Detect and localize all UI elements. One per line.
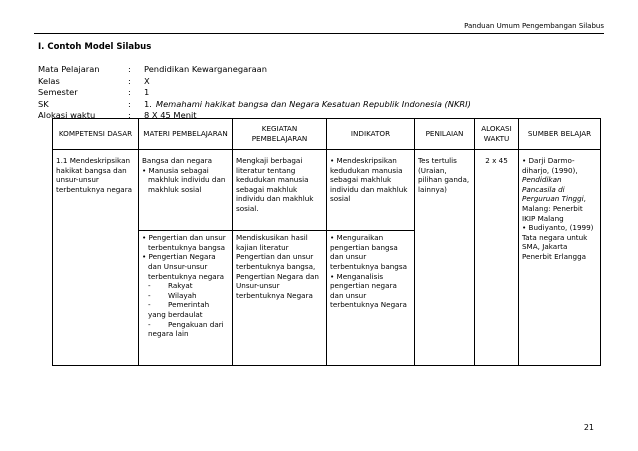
cell-kegiatan-1 xyxy=(233,150,327,231)
cell-kegiatan-2 xyxy=(233,231,327,366)
materi-dash-item: - Pemerintah yang berdaulat xyxy=(148,300,210,319)
meta-value: 8 X 45 Menit xyxy=(144,110,197,120)
penilaian-text: Tes tertulis (Uraian, pilihan ganda, lainnya) xyxy=(418,156,470,194)
syllabus-table xyxy=(52,118,601,366)
meta-value xyxy=(144,99,471,111)
page-header: Panduan Umum Pengembangan Silabus xyxy=(464,22,604,30)
meta-row-class xyxy=(38,76,471,88)
syllabus-meta xyxy=(38,64,471,122)
meta-label: Semester xyxy=(38,87,78,97)
sumber-1-post: , Malang: Penerbit IKIP Malang xyxy=(522,194,586,223)
meta-label: SK xyxy=(38,98,49,109)
cell-materi-1 xyxy=(139,150,233,231)
indikator-text: • Menguraikan pengertian bangsa dan unsur terbentuknya bangsa xyxy=(330,233,408,271)
sk-number: 1. xyxy=(144,98,152,109)
meta-label: Mata Pelajaran xyxy=(38,64,100,74)
sumber-2: • Budiyanto, (1999) Tata negara untuk SMA, Jakarta Penerbit Erlangga xyxy=(522,223,594,261)
cell-alokasi xyxy=(475,150,519,366)
meta-colon: : xyxy=(128,87,131,97)
header-sumber: SUMBER BELAJAR xyxy=(519,119,601,150)
sumber-1-title: Pendidikan Pancasila di Perguruan Tinggi xyxy=(522,175,584,204)
meta-colon: : xyxy=(128,98,131,109)
table-row xyxy=(53,150,601,231)
materi-bullet: • Pengertian Negara dan Unsur-unsur terbentuknya negara xyxy=(142,252,225,281)
meta-row-subject xyxy=(38,64,471,76)
header-alokasi: ALOKASI WAKTU xyxy=(475,119,519,150)
cell-kompetensi-dasar xyxy=(53,150,139,366)
header-kegiatan: KEGIATAN PEMBELAJARAN xyxy=(233,119,327,150)
header-materi: MATERI PEMBELAJARAN xyxy=(139,119,233,150)
materi-title: Bangsa dan negara xyxy=(142,156,212,165)
materi-dash-item: - Rakyat xyxy=(148,281,193,291)
page-number: 21 xyxy=(583,423,594,432)
materi-dash-item: - Pengakuan dari negara lain xyxy=(148,319,224,339)
cell-sumber xyxy=(519,150,601,366)
meta-colon: : xyxy=(128,110,131,120)
kegiatan-text: Mendiskusikan hasil kajian literatur Pengertian dan unsur terbentuknya bangsa, Pengertian Negara dan Unsur-unsur terbentuknya Negara xyxy=(236,233,319,300)
meta-label: Kelas xyxy=(38,75,60,86)
meta-row-semester xyxy=(38,87,471,99)
alokasi-text: 2 x 45 xyxy=(485,156,508,165)
materi-bullet: • Manusia sebagai makhluk individu dan makhluk sosial xyxy=(142,165,226,194)
indikator-text: • Menganalisis pengertian negara dan unsur terbentuknya Negara xyxy=(330,271,407,310)
cell-penilaian xyxy=(415,150,475,366)
header-divider xyxy=(34,33,604,34)
sk-text: Memahami hakikat bangsa dan Negara Kesatuan Republik Indonesia (NKRI) xyxy=(155,98,471,109)
cell-indikator-2 xyxy=(327,231,415,366)
header-penilaian: PENILAIAN xyxy=(415,119,475,150)
cell-indikator-1 xyxy=(327,150,415,231)
meta-row-sk xyxy=(38,99,471,111)
meta-value: 1 xyxy=(144,87,150,97)
indikator-text: • Mendeskripsikan kedudukan manusia sebagai makhluk individu dan makhluk sosial xyxy=(330,156,408,204)
materi-dash-item: - Wilayah xyxy=(148,290,197,300)
materi-bullet: • Pengertian dan unsur terbentuknya bangsa xyxy=(142,233,226,252)
meta-label: Alokasi waktu xyxy=(38,110,96,120)
meta-colon: : xyxy=(128,75,131,86)
table-header-row xyxy=(53,119,601,150)
header-kompetensi-dasar: KOMPETENSI DASAR xyxy=(53,119,139,150)
header-indikator: INDIKATOR xyxy=(327,119,415,150)
cell-materi-2 xyxy=(139,231,233,366)
section-title: I. Contoh Model Silabus xyxy=(38,42,152,52)
meta-value: X xyxy=(144,75,150,86)
sumber-1-pre: • Darji Darmo-diharjo, (1990), xyxy=(522,156,578,175)
kd-text: 1.1 Mendeskripsikan hakikat bangsa dan unsur-unsur terbentuknya negara xyxy=(56,156,133,194)
meta-value: Pendidikan Kewarganegaraan xyxy=(144,64,268,74)
kegiatan-text: Mengkaji berbagai literatur tentang kedudukan manusia sebagai makhluk individu dan makhluk sosial. xyxy=(236,156,314,213)
meta-colon: : xyxy=(128,64,131,74)
